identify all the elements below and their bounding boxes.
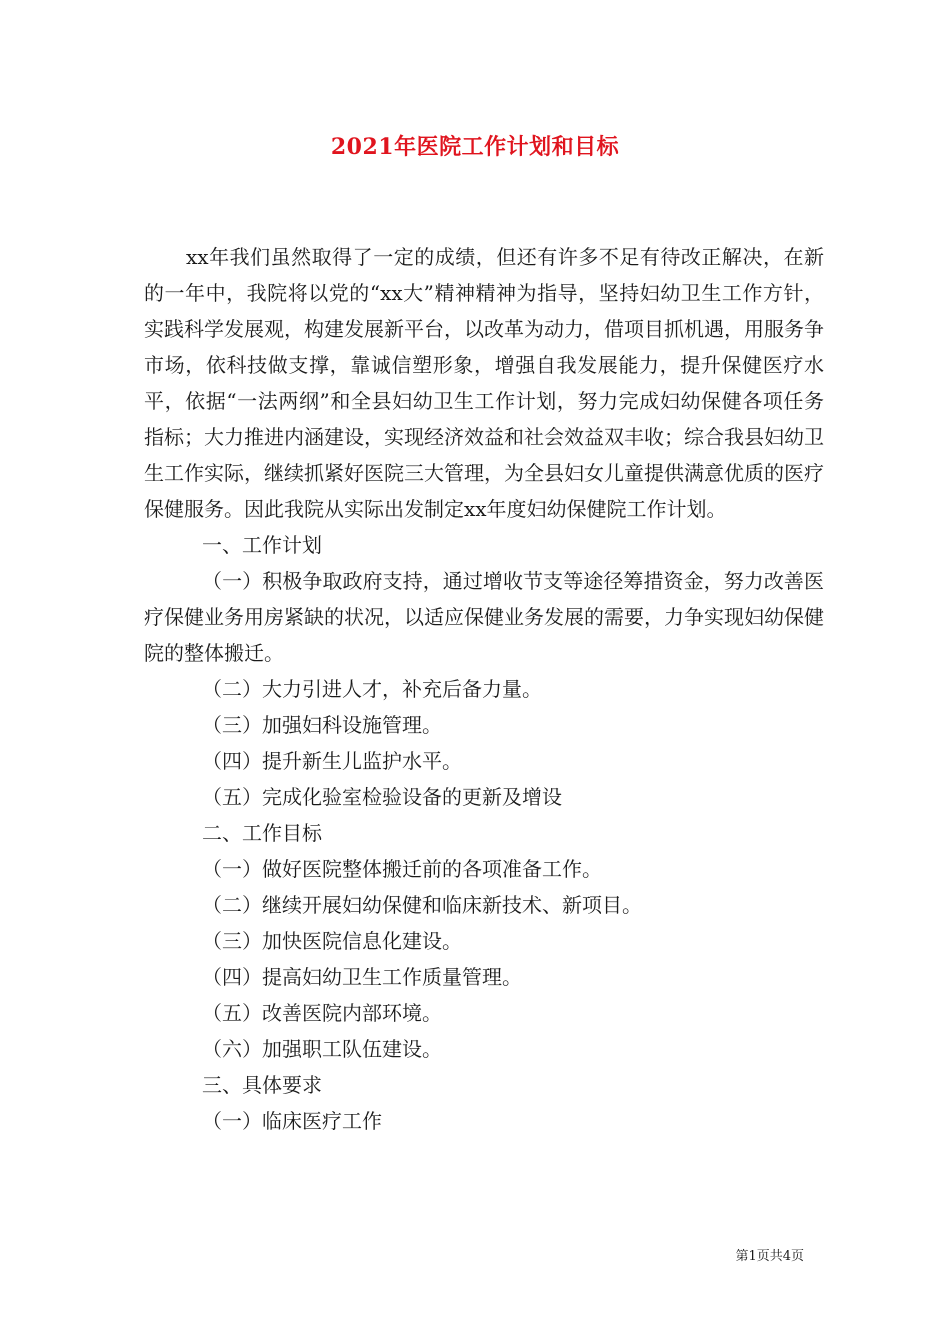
- goal-item-6: （六）加强职工队伍建设。: [202, 1037, 442, 1061]
- plan-item-2: （二）大力引进人才，补充后备力量。: [202, 677, 542, 701]
- goal-item-2: （二）继续开展妇幼保健和临床新技术、新项目。: [202, 893, 642, 917]
- document-title: 2021年医院工作计划和目标: [330, 134, 620, 160]
- goal-item-1: （一）做好医院整体搬迁前的各项准备工作。: [202, 857, 602, 881]
- plan-item-1: （一）积极争取政府支持，通过增收节支等途径筹措资金，努力改善医疗保健业务用房紧缺的状况，以适应保健业务发展的需要，力争实现妇幼保健院的整体搬迁。: [144, 569, 824, 665]
- document-body: [144, 239, 824, 1139]
- section-heading-requirements: 三、具体要求: [202, 1073, 322, 1097]
- goal-item-3: （三）加快医院信息化建设。: [202, 929, 462, 953]
- section-heading-work-plan: 一、工作计划: [202, 533, 322, 557]
- requirement-item-1: （一）临床医疗工作: [202, 1109, 382, 1133]
- plan-item-5: （五）完成化验室检验设备的更新及增设: [202, 785, 562, 809]
- plan-item-3: （三）加强妇科设施管理。: [202, 713, 442, 737]
- plan-item-4: （四）提升新生儿监护水平。: [202, 749, 462, 773]
- section-heading-work-goals: 二、工作目标: [202, 821, 322, 845]
- goal-item-4: （四）提高妇幼卫生工作质量管理。: [202, 965, 522, 989]
- goal-item-5: （五）改善医院内部环境。: [202, 1001, 442, 1025]
- intro-paragraph: xx年我们虽然取得了一定的成绩，但还有许多不足有待改正解决，在新的一年中，我院将以党的“xx大”精神精神为指导，坚持妇幼卫生工作方针，实践科学发展观，构建发展新平台，以改革为动力，借项目抓机遇，用服务争市场，依科技做支撑，靠诚信塑形象，增强自我发展能力，提升保健医疗水平，依据“一法两纲”和全县妇幼卫生工作计划，努力完成妇幼保健各项任务指标；大力推进内涵建设，实现经济效益和社会效益双丰收；综合我县妇幼卫生工作实际，继续抓紧好医院三大管理，为全县妇女儿童提供满意优质的医疗保健服务。因此我院从实际出发制定xx年度妇幼保健院工作计划。: [144, 245, 824, 521]
- page-number: 第1页共4页: [735, 1249, 804, 1264]
